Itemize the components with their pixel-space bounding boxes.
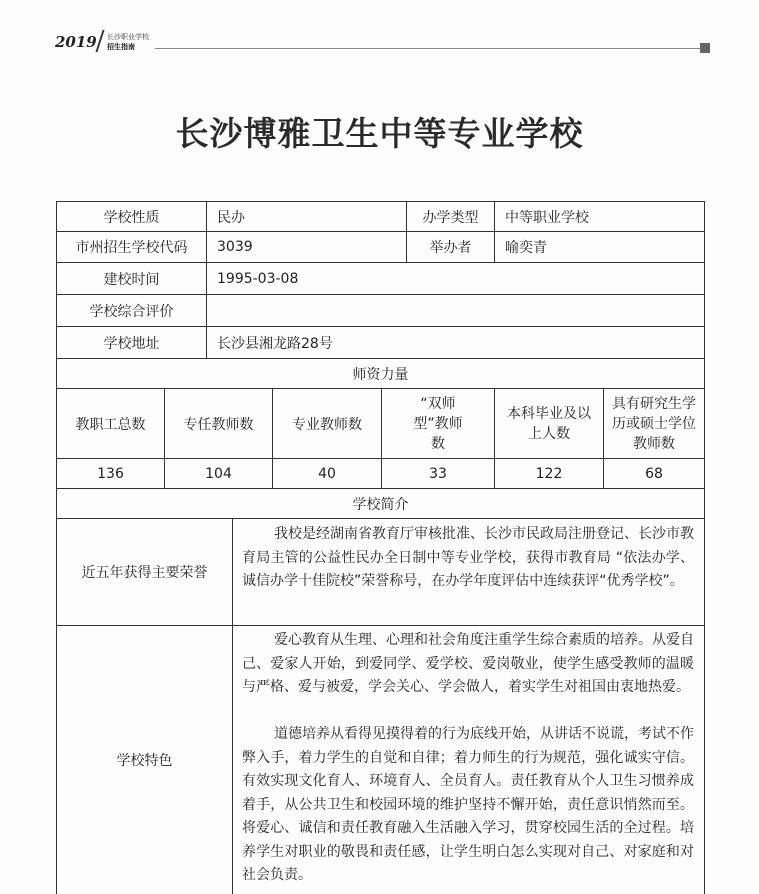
faculty-value-professional: 40 — [318, 465, 336, 482]
honors-text-body: 我校是经湖南省教育厅审核批准、长沙市民政局注册登记、长沙市教育局主管的公益性民办全日制中等专业学校，获得市教育局 “依法办学、诚信办学十佳院校”荣誉称号，在办学年度评估中连续获评“优秀学校”。 — [242, 526, 694, 589]
faculty-header-total: 教职工总数 — [75, 416, 146, 433]
faculty-section-title: 师资力量 — [352, 366, 409, 383]
faculty-value-graduate: 68 — [645, 465, 663, 482]
address-value: 长沙县湘龙路28号 — [217, 335, 333, 352]
type-value: 中等职业学校 — [505, 209, 589, 226]
faculty-header-graduate: 具有研究生学历或硕士学位教师数 — [612, 395, 696, 452]
header-year: 2019 — [55, 33, 97, 51]
table-border-right — [704, 201, 705, 894]
header-rule — [155, 48, 700, 49]
header-line2: 招生指南 — [107, 43, 135, 51]
honors-label: 近五年获得主要荣誉 — [81, 565, 208, 581]
header-line1: 长沙职业学校 — [107, 33, 149, 41]
code-value: 3039 — [217, 239, 253, 255]
founded-value: 1995-03-08 — [217, 270, 299, 287]
type-label: 办学类型 — [422, 209, 479, 226]
evaluation-label: 学校综合评价 — [89, 303, 174, 320]
faculty-header-bachelor: 本科毕业及以上人数 — [507, 405, 591, 442]
faculty-value-dual: 33 — [429, 465, 447, 482]
evaluation-value — [207, 295, 704, 326]
header-square-mark — [700, 43, 710, 53]
features-paragraph-2 — [242, 723, 694, 888]
features-paragraph-1 — [242, 629, 694, 700]
faculty-header-professional: 专业教师数 — [292, 416, 362, 433]
features-p2-body: 道德培养从看得见摸得着的行为底线开始，从讲话不说谎，考试不作弊入手，着力学生的自觉和自律；着力师生的行为规范，强化诚实守信。有效实现文化育人、环境育人、全员育人。责任教育从个人卫生习惯养成着手，从公共卫生和校园环境的维护坚持不懈开始，责任意识悄然而至。将爱心、诚信和责任教育融入生活融入学习，贯穿校园生活的全过程。培养学生对职业的敬畏和责任感，让学生明白怎么实现对自己、对家庭和对社会负责。 — [242, 726, 694, 883]
nature-label: 学校性质 — [103, 209, 160, 226]
page-header — [55, 30, 710, 56]
table-col-rule — [232, 518, 233, 894]
intro-section-title: 学校简介 — [352, 496, 409, 513]
code-label: 市州招生学校代码 — [75, 240, 188, 256]
faculty-value-total: 136 — [97, 465, 124, 482]
founded-label: 建校时间 — [103, 271, 160, 288]
nature-value: 民办 — [217, 209, 245, 226]
school-info-table — [56, 201, 705, 894]
address-label: 学校地址 — [103, 335, 160, 352]
sponsor-label: 举办者 — [429, 240, 472, 256]
features-p1-body: 爱心教育从生理、心理和社会角度注重学生综合素质的培养。从爱自己、爱家人开始，到爱同学、爱学校、爱岗敬业，使学生感受教师的温暖与严格、爱与被爱，学会关心、学会做人，着实学生对祖国由衷地热爱。 — [242, 632, 694, 695]
faculty-header-fulltime: 专任教师数 — [183, 416, 254, 433]
features-label: 学校特色 — [116, 753, 173, 769]
page-title: 长沙博雅卫生中等专业学校 — [175, 114, 584, 153]
faculty-value-fulltime: 104 — [205, 465, 232, 482]
sponsor-value: 喻奕青 — [505, 240, 547, 256]
faculty-value-bachelor: 122 — [535, 465, 563, 482]
honors-text — [242, 523, 694, 594]
faculty-header-dual: “双师型”教师数 — [413, 395, 463, 452]
